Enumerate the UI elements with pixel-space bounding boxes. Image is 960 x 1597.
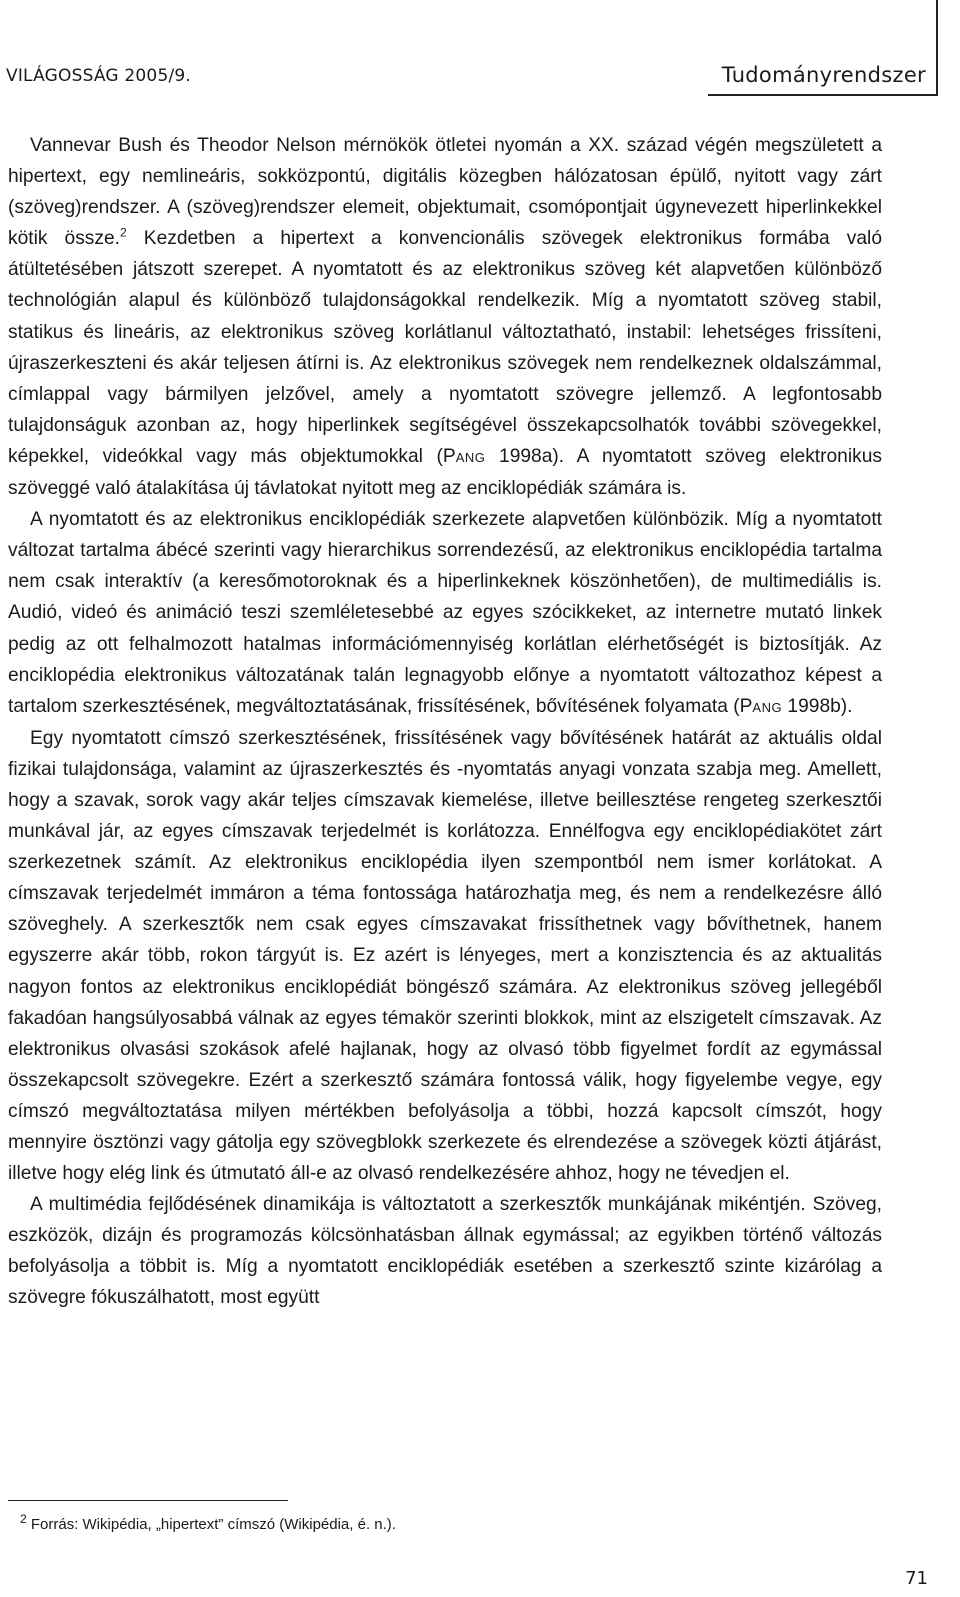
journal-title: VILÁGOSSÁG 2005/9. <box>6 66 192 86</box>
citation-author-initial: P <box>442 445 456 467</box>
text-span: Vannevar Bush és Theodor Nelson mérnökök ötletei nyomán a XX. század végén megszületett a hipertext, egy nemlineáris, sokközpontú, digitális közegben hálózatosan épülő, nyitott vagy zárt (szöveg)rendszer. A (szöveg)rendszer elemeit, objektumait, csomópontjait úgynevezett hiperlinkekkel kötik össze. <box>8 135 882 250</box>
footnote-text: Forrás: Wikipédia, „hipertext” címszó (Wikipédia, é. n.). <box>26 1516 396 1533</box>
text-span: A nyomtatott és az elektronikus enciklopédiák szerkezete alapvetően különbözik. Míg a nyomtatott változat tartalma ábécé szerinti vagy hierarchikus sorrendezésű, az elektronikus enciklopédia tartalma nem csak interaktív (a keresőmotoroknak és a hiperlinkeknek köszönhetően), de multimediális is. Audió, videó és animáció teszi szemléletesebbé az egyes szócikkeket, az internetre mutató linkek pedig az ott felhalmozott hatalmas információmennyiség korlátlan elérhetőségét is biztosítják. Az enciklopédia elektronikus változatának talán legnagyobb előnye a nyomtatott változathoz képest a tartalom szerkesztésének, megváltoztatásának, frissítésének, bővítésének folyamata ( <box>8 509 882 717</box>
citation-author-rest: ANG <box>455 449 486 465</box>
footnote-reference[interactable]: 2 <box>120 225 127 240</box>
text-span: 1998b). <box>782 695 853 717</box>
text-span: Kezdetben a hipertext a konvencionális szövegek elektronikus formába való átültetésében játszott szerepet. A nyomtatott és az elektronikus szöveg két alapvetően különböző technológián alapul és különböző tulajdonságokkal rendelkezik. Míg a nyomtatott szöveg stabil, statikus és lineáris, az elektronikus szöveg korlátlanul változtatható, instabil: lehetséges frissíteni, újraszerkeszteni és akár teljesen átírni is. Az elektronikus szövegek nem rendelkeznek oldalszámmal, címlappal vagy bármilyen jelzővel, amely a nyomtatott szövegre jellemző. A legfontosabb tulajdonságuk azonban az, hogy hiperlinkek segítségével összekapcsolhatók további szövegekkel, képekkel, videókkal vagy más objektumokkal ( <box>8 228 882 467</box>
paragraph <box>8 130 882 504</box>
footnote-divider <box>8 1500 288 1501</box>
citation-author-initial: P <box>739 695 753 717</box>
text-span: Egy nyomtatott címszó szerkesztésének, frissítésének vagy bővítésének határát az aktuális oldal fizikai tulajdonsága, valamint az újraszerkesztés és -nyomtatás anyagi vonzata szabja meg. Amellett, hogy a szavak, sorok vagy akár teljes címszavak kiemelése, illetve beillesztése rengeteg szerkesztői munkával jár, az egyes címszavak terjedelmét is korlátozza. Ennélfogva egy enciklopédiakötet zárt szerkezetnek számít. Az elektronikus enciklopédia ilyen szempontból nem ismer korlátokat. A címszavak terjedelmét immáron a téma fontossága határozhatja meg, és nem a rendelkezésre álló szöveghely. A szerkesztők nem csak egyes címszavakat frissíthetnek vagy bővíthetnek, hanem egyszerre akár több, rokon tárgyút is. Ez azért is lényeges, mert a konzisztencia és az aktualitás nagyon fontos az elektronikus enciklopédiát böngésző számára. Az elektronikus szöveg jellegéből fakadóan hangsúlyosabbá válnak az egyes témakör szerinti blokkok, mint az elszigetelt címszavak. Az elektronikus olvasási szokások afelé hajlanak, hogy az olvasó több figyelmet fordít az egymással összekapcsolt szövegekre. Ezért a szerkesztő számára fontossá válik, hogy figyelembe vegye, egy címszó megváltoztatása milyen mértékben befolyásolja a többi, hozzá kapcsolt címszót, hogy mennyire ösztönzi vagy gátolja egy szövegblokk szerkezete és elrendezése a szövegek közti átjárást, illetve hogy elég link és útmutató áll-e az olvasó rendelkezésére ahhoz, hogy ne tévedjen el. <box>8 727 882 1185</box>
footnote-number: 2 <box>20 1512 27 1526</box>
body-text <box>8 130 882 1314</box>
citation-author-rest: ANG <box>752 699 783 715</box>
paragraph <box>8 504 882 723</box>
section-title: Tudományrendszer <box>721 63 926 87</box>
page-number: 71 <box>905 1568 928 1589</box>
paragraph <box>8 1189 882 1313</box>
text-span: 1998a). A nyomtatott szöveg elektronikus szöveggé való átalakítása új távlatokat nyitott meg az enciklopédiák számára is. <box>8 445 882 500</box>
paragraph <box>8 723 882 1189</box>
text-span: A multimédia fejlődésének dinamikája is változtatott a szerkesztők munkájának mikéntjén. Szöveg, eszközök, dizájn és programozás kölcsönhatásban állnak egymással; az egyikben történő változás befolyásolja a többit is. Míg a nyomtatott enciklopédiák esetében a szerkesztő szinte kizárólag a szövegre fókuszálhatott, most együtt <box>8 1194 882 1309</box>
footnote <box>20 1512 396 1533</box>
